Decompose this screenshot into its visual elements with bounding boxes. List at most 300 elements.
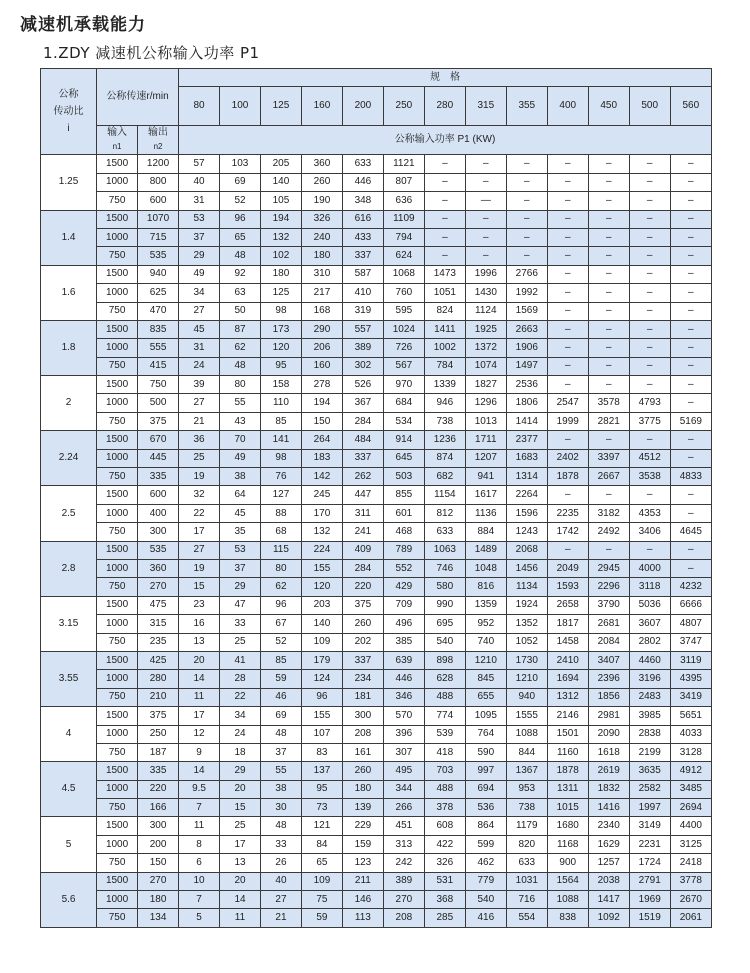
power-value-cell: – xyxy=(670,486,711,504)
power-value-cell: 4912 xyxy=(670,762,711,780)
power-value-cell: 1311 xyxy=(547,780,588,798)
power-value-cell: 2146 xyxy=(547,707,588,725)
power-value-cell: 941 xyxy=(465,468,506,486)
power-value-cell: 9 xyxy=(179,743,220,761)
power-value-cell: 173 xyxy=(260,320,301,338)
power-value-cell: 1024 xyxy=(383,320,424,338)
table-row xyxy=(41,228,712,246)
power-value-cell: 31 xyxy=(179,339,220,357)
output-speed-cell: 300 xyxy=(138,817,179,835)
power-header: 公称输入功率 P1 (KW) xyxy=(179,126,712,155)
power-value-cell: 1564 xyxy=(547,872,588,890)
input-speed-cell: 1000 xyxy=(97,449,138,467)
power-value-cell: 155 xyxy=(301,707,342,725)
power-value-cell: 557 xyxy=(342,320,383,338)
input-speed-cell: 750 xyxy=(97,578,138,596)
power-value-cell: 1031 xyxy=(506,872,547,890)
power-value-cell: 5 xyxy=(179,909,220,927)
power-value-cell: 2402 xyxy=(547,449,588,467)
power-value-cell: 531 xyxy=(424,872,465,890)
power-value-cell: 4833 xyxy=(670,468,711,486)
table-row xyxy=(41,468,712,486)
power-value-cell: 1969 xyxy=(629,891,670,909)
power-value-cell: 1924 xyxy=(506,596,547,614)
power-value-cell: 628 xyxy=(424,670,465,688)
input-speed-cell: 1500 xyxy=(97,320,138,338)
power-value-cell: – xyxy=(670,504,711,522)
power-value-cell: 31 xyxy=(179,192,220,210)
power-value-cell: 146 xyxy=(342,891,383,909)
power-value-cell: – xyxy=(547,155,588,173)
power-value-cell: 914 xyxy=(383,431,424,449)
input-speed-cell: 1500 xyxy=(97,762,138,780)
table-row xyxy=(41,578,712,596)
power-value-cell: 29 xyxy=(179,247,220,265)
power-value-cell: 40 xyxy=(260,872,301,890)
power-value-cell: – xyxy=(629,357,670,375)
power-value-cell: 1878 xyxy=(547,468,588,486)
power-value-cell: 25 xyxy=(179,449,220,467)
power-value-cell: 716 xyxy=(506,891,547,909)
power-value-cell: 1095 xyxy=(465,707,506,725)
power-value-cell: 344 xyxy=(383,780,424,798)
output-speed-cell: 940 xyxy=(138,265,179,283)
power-value-cell: 30 xyxy=(260,799,301,817)
power-value-cell: 616 xyxy=(342,210,383,228)
power-value-cell: 2981 xyxy=(588,707,629,725)
power-value-cell: 1999 xyxy=(547,412,588,430)
power-value-cell: 3778 xyxy=(670,872,711,890)
power-value-cell: 307 xyxy=(383,743,424,761)
power-value-cell: 181 xyxy=(342,688,383,706)
power-value-cell: 946 xyxy=(424,394,465,412)
ratio-cell: 2 xyxy=(41,376,97,431)
power-value-cell: 1878 xyxy=(547,762,588,780)
power-value-cell: 190 xyxy=(301,192,342,210)
ratio-header-line-2: 传动比 xyxy=(53,106,84,118)
power-value-cell: 1906 xyxy=(506,339,547,357)
power-value-cell: 526 xyxy=(342,376,383,394)
power-value-cell: – xyxy=(670,394,711,412)
power-value-cell: 3406 xyxy=(629,523,670,541)
size-header-cell: 450 xyxy=(588,87,629,126)
power-value-cell: – xyxy=(588,284,629,302)
input-speed-cell: 1000 xyxy=(97,394,138,412)
power-value-cell: 1134 xyxy=(506,578,547,596)
power-value-cell: 38 xyxy=(260,780,301,798)
power-value-cell: 69 xyxy=(260,707,301,725)
power-value-cell: 220 xyxy=(342,578,383,596)
power-value-cell: 774 xyxy=(424,707,465,725)
power-value-cell: 284 xyxy=(342,559,383,577)
power-value-cell: 496 xyxy=(383,615,424,633)
power-value-cell: – xyxy=(506,228,547,246)
power-value-cell: – xyxy=(547,320,588,338)
power-value-cell: 3182 xyxy=(588,504,629,522)
power-value-cell: 11 xyxy=(179,817,220,835)
power-value-cell: 124 xyxy=(301,670,342,688)
table-row xyxy=(41,743,712,761)
table-row xyxy=(41,247,712,265)
output-speed-cell: 535 xyxy=(138,247,179,265)
power-value-cell: 1806 xyxy=(506,394,547,412)
output-speed-cell: 1200 xyxy=(138,155,179,173)
table-row xyxy=(41,670,712,688)
input-speed-cell: 1000 xyxy=(97,780,138,798)
table-row xyxy=(41,817,712,835)
power-value-cell: 234 xyxy=(342,670,383,688)
power-value-cell: 447 xyxy=(342,486,383,504)
power-value-cell: 2670 xyxy=(670,891,711,909)
power-value-cell: 160 xyxy=(301,357,342,375)
power-value-cell: 3635 xyxy=(629,762,670,780)
power-value-cell: 179 xyxy=(301,651,342,669)
power-value-cell: – xyxy=(629,173,670,191)
power-value-cell: 2821 xyxy=(588,412,629,430)
power-value-cell: 1088 xyxy=(506,725,547,743)
power-value-cell: – xyxy=(588,228,629,246)
power-value-cell: 416 xyxy=(465,909,506,927)
power-value-cell: 264 xyxy=(301,431,342,449)
input-speed-label: 输入 xyxy=(107,127,128,139)
power-value-cell: 7 xyxy=(179,799,220,817)
input-speed-cell: 1500 xyxy=(97,376,138,394)
input-speed-cell: 1000 xyxy=(97,284,138,302)
power-value-cell: 85 xyxy=(260,412,301,430)
power-value-cell: 1742 xyxy=(547,523,588,541)
power-value-cell: 695 xyxy=(424,615,465,633)
power-value-cell: – xyxy=(547,247,588,265)
size-header-cell: 560 xyxy=(670,87,711,126)
power-value-cell: 2667 xyxy=(588,468,629,486)
power-value-cell: 27 xyxy=(179,541,220,559)
power-value-cell: 1367 xyxy=(506,762,547,780)
power-value-cell: 260 xyxy=(342,615,383,633)
power-value-cell: 2663 xyxy=(506,320,547,338)
power-value-cell: – xyxy=(629,486,670,504)
power-value-cell: 540 xyxy=(424,633,465,651)
power-value-cell: 41 xyxy=(220,651,261,669)
power-value-cell: 898 xyxy=(424,651,465,669)
power-value-cell: 142 xyxy=(301,468,342,486)
power-value-cell: – xyxy=(588,320,629,338)
power-value-cell: – xyxy=(629,210,670,228)
size-header-cell: 100 xyxy=(220,87,261,126)
power-value-cell: 1992 xyxy=(506,284,547,302)
power-value-cell: 278 xyxy=(301,376,342,394)
power-value-cell: 34 xyxy=(179,284,220,302)
power-value-cell: 2791 xyxy=(629,872,670,890)
power-value-cell: 326 xyxy=(301,210,342,228)
power-value-cell: 1519 xyxy=(629,909,670,927)
power-value-cell: 4395 xyxy=(670,670,711,688)
power-value-cell: – xyxy=(670,320,711,338)
power-value-cell: 139 xyxy=(342,799,383,817)
power-value-cell: – xyxy=(588,265,629,283)
power-value-cell: 595 xyxy=(383,302,424,320)
power-value-cell: 132 xyxy=(301,523,342,541)
power-value-cell: 105 xyxy=(260,192,301,210)
power-value-cell: 807 xyxy=(383,173,424,191)
power-value-cell: 4400 xyxy=(670,817,711,835)
table-row xyxy=(41,357,712,375)
output-speed-cell: 425 xyxy=(138,651,179,669)
table-row xyxy=(41,762,712,780)
power-value-cell: 488 xyxy=(424,688,465,706)
power-value-cell: 1730 xyxy=(506,651,547,669)
power-value-cell: 1501 xyxy=(547,725,588,743)
output-speed-cell: 670 xyxy=(138,431,179,449)
power-value-cell: – xyxy=(588,339,629,357)
power-value-cell: 2199 xyxy=(629,743,670,761)
power-value-cell: 52 xyxy=(220,192,261,210)
size-header-cell: 315 xyxy=(465,87,506,126)
size-header-cell: 125 xyxy=(260,87,301,126)
power-value-cell: – xyxy=(465,228,506,246)
output-speed-cell: 210 xyxy=(138,688,179,706)
power-value-cell: 1827 xyxy=(465,376,506,394)
power-value-cell: – xyxy=(670,192,711,210)
input-speed-cell: 750 xyxy=(97,799,138,817)
table-row xyxy=(41,633,712,651)
power-value-cell: 170 xyxy=(301,504,342,522)
output-speed-cell: 445 xyxy=(138,449,179,467)
power-value-cell: 1555 xyxy=(506,707,547,725)
ratio-cell: 1.4 xyxy=(41,210,97,265)
power-value-cell: 14 xyxy=(220,891,261,909)
input-speed-cell: 1500 xyxy=(97,210,138,228)
power-value-cell: 113 xyxy=(342,909,383,927)
output-speed-cell: 360 xyxy=(138,559,179,577)
power-value-cell: 779 xyxy=(465,872,506,890)
power-value-cell: 1856 xyxy=(588,688,629,706)
power-value-cell: 3397 xyxy=(588,449,629,467)
output-speed-cell: 187 xyxy=(138,743,179,761)
output-speed-cell: 335 xyxy=(138,468,179,486)
size-header-cell: 355 xyxy=(506,87,547,126)
table-row xyxy=(41,449,712,467)
power-value-cell: 3485 xyxy=(670,780,711,798)
power-value-cell: 1088 xyxy=(547,891,588,909)
table-row xyxy=(41,523,712,541)
input-speed-cell: 750 xyxy=(97,523,138,541)
output-speed-cell: 600 xyxy=(138,192,179,210)
power-value-cell: 2547 xyxy=(547,394,588,412)
section-title: 1.ZDY 减速机公称输入功率 P1 xyxy=(43,44,260,62)
power-value-cell: 245 xyxy=(301,486,342,504)
power-value-cell: 62 xyxy=(220,339,261,357)
power-value-cell: 2694 xyxy=(670,799,711,817)
power-value-cell: 120 xyxy=(301,578,342,596)
power-value-cell: 4645 xyxy=(670,523,711,541)
power-value-cell: 2945 xyxy=(588,559,629,577)
power-value-cell: 2658 xyxy=(547,596,588,614)
power-value-cell: 789 xyxy=(383,541,424,559)
power-value-cell: 682 xyxy=(424,468,465,486)
power-value-cell: – xyxy=(670,431,711,449)
table-row xyxy=(41,541,712,559)
power-value-cell: – xyxy=(547,228,588,246)
output-speed-cell: 270 xyxy=(138,578,179,596)
power-value-cell: 48 xyxy=(260,725,301,743)
input-speed-cell: 1000 xyxy=(97,504,138,522)
table-row xyxy=(41,909,712,927)
power-value-cell: 155 xyxy=(301,559,342,577)
power-value-cell: 102 xyxy=(260,247,301,265)
power-value-cell: 4807 xyxy=(670,615,711,633)
power-value-cell: 3775 xyxy=(629,412,670,430)
power-value-cell: 217 xyxy=(301,284,342,302)
power-value-cell: 2410 xyxy=(547,651,588,669)
output-speed-header xyxy=(138,126,179,155)
power-value-cell: – xyxy=(465,155,506,173)
power-value-cell: 76 xyxy=(260,468,301,486)
power-value-cell: 25 xyxy=(220,817,261,835)
power-value-cell: 35 xyxy=(220,523,261,541)
power-value-cell: 28 xyxy=(220,670,261,688)
power-value-cell: 1629 xyxy=(588,835,629,853)
power-value-cell: – xyxy=(629,376,670,394)
power-value-cell: 4793 xyxy=(629,394,670,412)
power-value-cell: 360 xyxy=(301,155,342,173)
power-value-cell: 684 xyxy=(383,394,424,412)
power-value-cell: 1154 xyxy=(424,486,465,504)
power-value-cell: – xyxy=(547,376,588,394)
input-speed-cell: 1000 xyxy=(97,725,138,743)
power-value-cell: – xyxy=(547,192,588,210)
power-value-cell: 2377 xyxy=(506,431,547,449)
power-value-cell: 11 xyxy=(179,688,220,706)
power-value-cell: 132 xyxy=(260,228,301,246)
power-value-cell: – xyxy=(424,192,465,210)
power-value-cell: 285 xyxy=(424,909,465,927)
table-row xyxy=(41,854,712,872)
power-value-cell: 608 xyxy=(424,817,465,835)
power-value-cell: 159 xyxy=(342,835,383,853)
power-value-cell: 17 xyxy=(179,523,220,541)
power-value-cell: 3578 xyxy=(588,394,629,412)
power-value-cell: 20 xyxy=(179,651,220,669)
power-value-cell: 375 xyxy=(342,596,383,614)
power-value-cell: 2235 xyxy=(547,504,588,522)
table-row xyxy=(41,302,712,320)
power-value-cell: 12 xyxy=(179,725,220,743)
power-value-cell: 940 xyxy=(506,688,547,706)
output-speed-cell: 625 xyxy=(138,284,179,302)
ratio-cell: 3.15 xyxy=(41,596,97,651)
power-value-cell: 816 xyxy=(465,578,506,596)
output-speed-cell: 235 xyxy=(138,633,179,651)
power-value-cell: 13 xyxy=(220,854,261,872)
table-row xyxy=(41,284,712,302)
power-value-cell: 2536 xyxy=(506,376,547,394)
power-value-cell: 953 xyxy=(506,780,547,798)
input-speed-cell: 750 xyxy=(97,854,138,872)
power-value-cell: 484 xyxy=(342,431,383,449)
power-value-cell: 59 xyxy=(301,909,342,927)
power-value-cell: 1593 xyxy=(547,578,588,596)
power-value-cell: 1430 xyxy=(465,284,506,302)
power-value-cell: 140 xyxy=(301,615,342,633)
table-row xyxy=(41,376,712,394)
power-value-cell: 183 xyxy=(301,449,342,467)
power-value-cell: 3128 xyxy=(670,743,711,761)
power-value-cell: 40 xyxy=(179,173,220,191)
power-value-cell: 1002 xyxy=(424,339,465,357)
power-rating-table xyxy=(40,68,712,928)
input-speed-cell: 750 xyxy=(97,247,138,265)
power-value-cell: 1136 xyxy=(465,504,506,522)
power-value-cell: – xyxy=(588,541,629,559)
power-value-cell: 590 xyxy=(465,743,506,761)
power-value-cell: – xyxy=(588,192,629,210)
power-value-cell: 884 xyxy=(465,523,506,541)
ratio-header-line-1: 公称 xyxy=(58,89,79,101)
output-speed-cell: 800 xyxy=(138,173,179,191)
power-value-cell: 1694 xyxy=(547,670,588,688)
power-value-cell: 389 xyxy=(383,872,424,890)
power-value-cell: 2038 xyxy=(588,872,629,890)
power-value-cell: 194 xyxy=(260,210,301,228)
power-value-cell: 2296 xyxy=(588,578,629,596)
power-value-cell: 33 xyxy=(220,615,261,633)
table-row xyxy=(41,835,712,853)
power-value-cell: 2090 xyxy=(588,725,629,743)
power-value-cell: 180 xyxy=(301,247,342,265)
table-row xyxy=(41,725,712,743)
power-value-cell: – xyxy=(670,210,711,228)
output-speed-cell: 280 xyxy=(138,670,179,688)
table-row xyxy=(41,688,712,706)
power-value-cell: 1359 xyxy=(465,596,506,614)
power-value-cell: — xyxy=(465,192,506,210)
power-value-cell: 10 xyxy=(179,872,220,890)
power-value-cell: 396 xyxy=(383,725,424,743)
output-speed-cell: 166 xyxy=(138,799,179,817)
power-value-cell: 1832 xyxy=(588,780,629,798)
power-value-cell: – xyxy=(547,541,588,559)
power-value-cell: 540 xyxy=(465,891,506,909)
power-value-cell: 33 xyxy=(260,835,301,853)
power-value-cell: – xyxy=(670,357,711,375)
table-row xyxy=(41,486,712,504)
power-value-cell: – xyxy=(547,431,588,449)
power-value-cell: 1013 xyxy=(465,412,506,430)
power-value-cell: – xyxy=(588,302,629,320)
power-value-cell: 96 xyxy=(220,210,261,228)
power-value-cell: – xyxy=(424,155,465,173)
power-value-cell: 302 xyxy=(342,357,383,375)
power-value-cell: 123 xyxy=(342,854,383,872)
power-value-cell: 368 xyxy=(424,891,465,909)
output-speed-cell: 315 xyxy=(138,615,179,633)
power-value-cell: 95 xyxy=(301,780,342,798)
power-value-cell: 845 xyxy=(465,670,506,688)
power-value-cell: 127 xyxy=(260,486,301,504)
power-value-cell: 567 xyxy=(383,357,424,375)
power-value-cell: 645 xyxy=(383,449,424,467)
power-value-cell: – xyxy=(670,559,711,577)
power-value-cell: 534 xyxy=(383,412,424,430)
power-value-cell: – xyxy=(629,228,670,246)
power-value-cell: – xyxy=(547,357,588,375)
table-row xyxy=(41,339,712,357)
power-value-cell: 59 xyxy=(260,670,301,688)
power-value-cell: 740 xyxy=(465,633,506,651)
output-speed-cell: 415 xyxy=(138,357,179,375)
table-body xyxy=(41,155,712,927)
power-value-cell: 624 xyxy=(383,247,424,265)
